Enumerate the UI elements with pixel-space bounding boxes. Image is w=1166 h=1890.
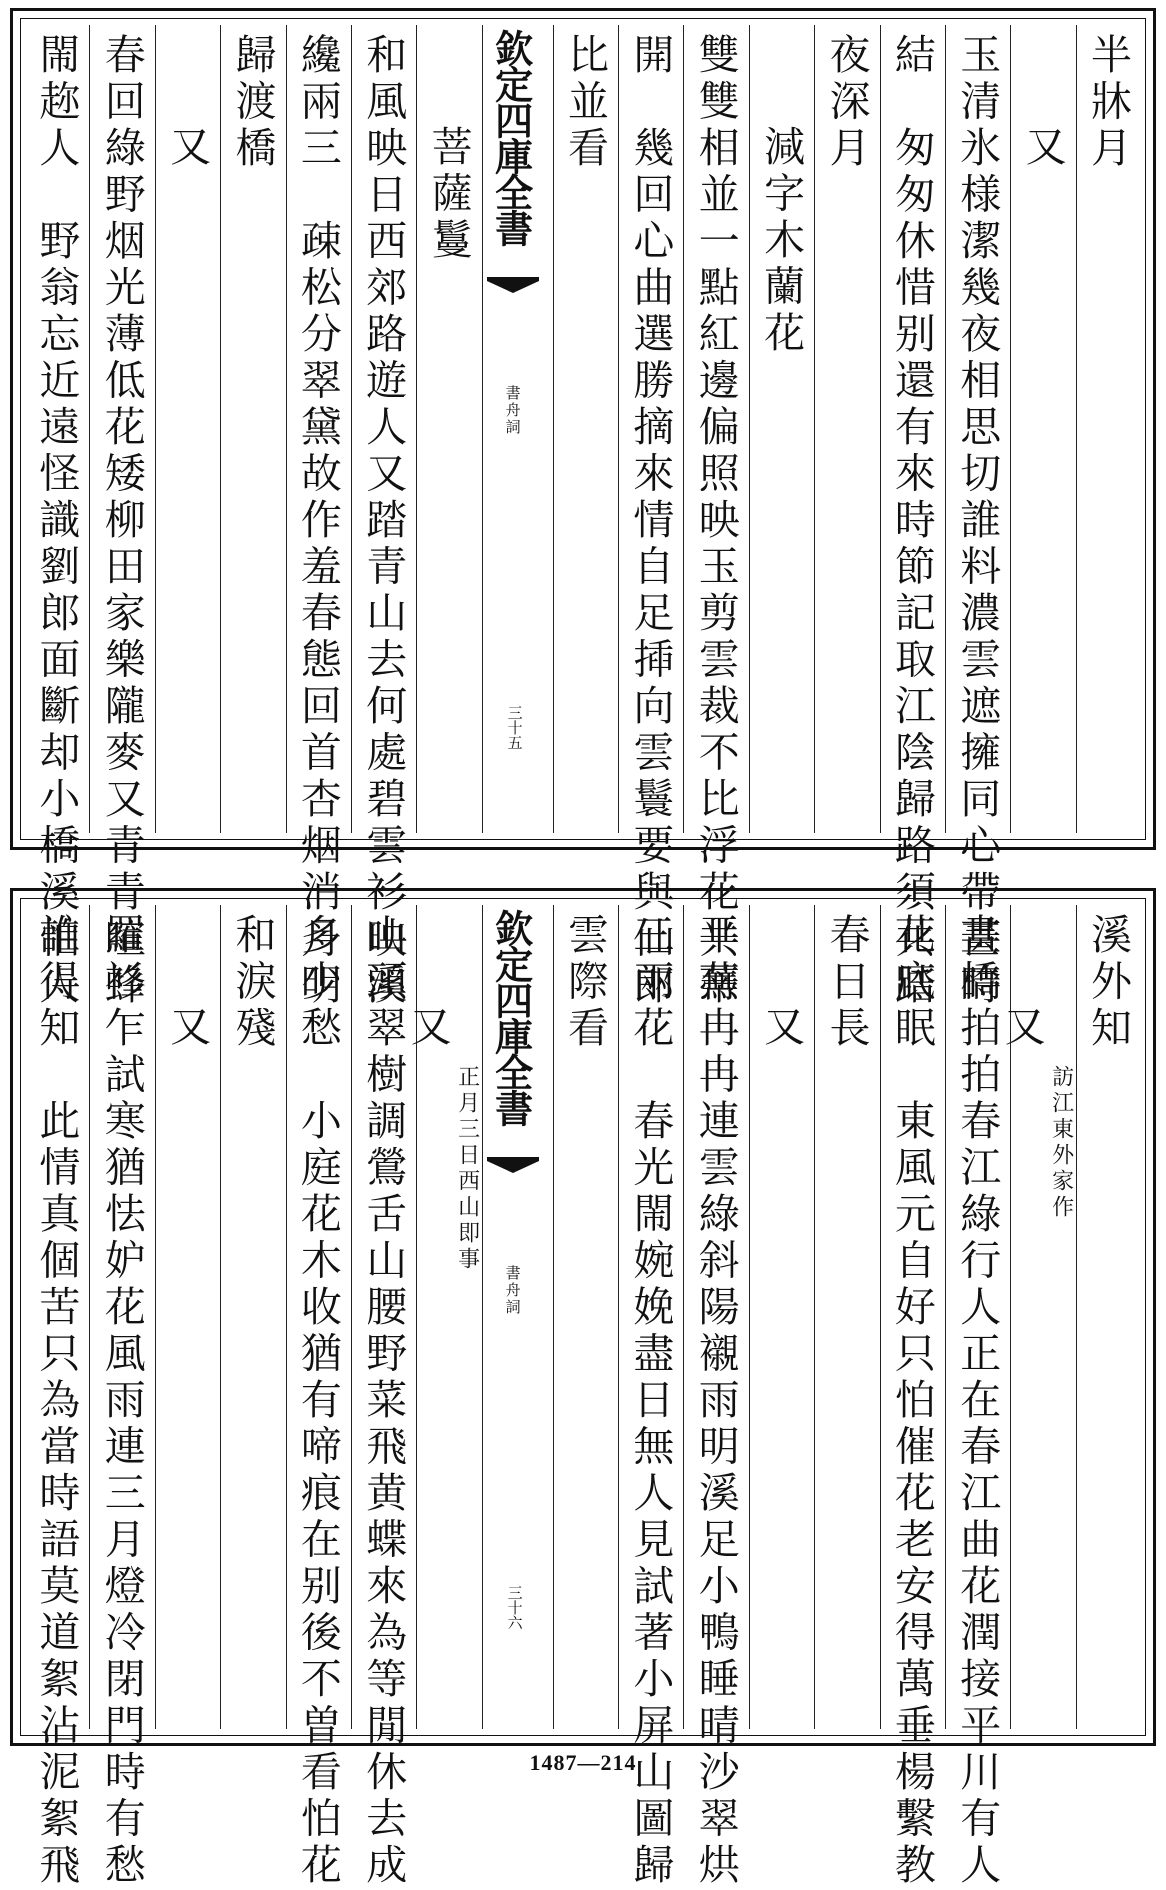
tune-title: 又 (163, 125, 212, 172)
text-column (89, 905, 154, 1890)
page-number: 三十五 (505, 705, 524, 750)
poem-line: 雙雙相並一點紅邊偏照映玉剪雲裁不比浮花共蒂 (691, 33, 740, 1010)
page-center-strip (482, 905, 553, 1729)
text-column (618, 905, 683, 1890)
poem-line: 花底眠 東風元自好只怕催花老安得萬垂楊繫教 (887, 913, 936, 1890)
poem-line: 春回綠野烟光薄低花矮柳田家樂隴麥又青青喧蜂 (97, 33, 146, 1010)
text-column (286, 905, 351, 1890)
tune-title: 又 (163, 1005, 212, 1052)
tune-title: 又 (997, 1005, 1046, 1052)
poem-line: 開 幾回心曲選勝摘來情自足揷向雲鬟要與仙郎 (626, 33, 675, 1010)
tune-title: 又 (757, 1005, 806, 1052)
text-column (553, 905, 618, 1729)
text-column (1076, 905, 1141, 1729)
poem-line: 比並看 (561, 33, 609, 173)
poem-line: 雲際看 (561, 913, 609, 1053)
book-title: 欽定四庫全書 (488, 29, 534, 245)
text-column (155, 905, 220, 1729)
poem-line: 纔兩三 疎松分翠黛故作羞春態回首杏烟消月明 (293, 33, 342, 1010)
poem-line: 平蕪冉冉連雲綠斜陽襯雨明溪足小鴨睡晴沙翠烘 (691, 913, 740, 1890)
catalog-number: 1487—214 (529, 1750, 637, 1775)
poem-line: 羅衫乍試寒猶怯妒花風雨連三月燈冷閉門時有愁 (97, 913, 146, 1890)
poem-line: 和淚殘 (228, 913, 277, 1053)
page-center-strip (482, 25, 553, 833)
text-column (997, 905, 1075, 1729)
text-column (220, 905, 285, 1729)
text-column (220, 25, 285, 833)
heading-note: 訪江東外家作 (1048, 1065, 1074, 1221)
poem-line: 三兩花 春光閙婉娩盡日無人見試著小屏山圖歸 (626, 913, 675, 1890)
poem-line: 畫橋拍拍春江綠行人正在春江曲花潤接平川有人 (953, 913, 1002, 1890)
poem-line: 夜深月 (822, 33, 871, 173)
text-column (1076, 25, 1141, 833)
text-column (89, 25, 154, 1010)
text-column (945, 905, 1010, 1890)
poem-line: 春日長 (822, 913, 871, 1053)
tune-title: 又 (403, 1005, 452, 1052)
text-column (814, 905, 879, 1729)
text-column (553, 25, 618, 833)
text-column (618, 25, 683, 1010)
text-column (814, 25, 879, 833)
tune-title: 減字木蘭花 (757, 125, 806, 358)
tune-title: 半牀月 (1084, 33, 1132, 173)
poem-line: 玉清氷様潔幾夜相思切誰料濃雲遮擁同心帶甚時 (953, 33, 1002, 1010)
poem-line: 和風映日西郊路遊人又踏青山去何處碧雲衫映溪 (359, 33, 408, 1010)
fishtail-mark-icon (487, 275, 539, 295)
poem-line: 閙趂人 野翁忘近遠怪識劉郎面斷却小橋溪怕人 (32, 33, 81, 1010)
poem-line: 結 匆匆休惜别還有來時節記取江陰歸路須共踏 (887, 33, 936, 1010)
tune-title: 又 (1018, 125, 1067, 172)
book-title: 欽定四庫全書 (488, 909, 534, 1125)
text-column (945, 25, 1010, 1010)
text-column (25, 25, 89, 1010)
text-column (351, 25, 416, 1010)
book-subtitle: 書舟詞 (503, 1265, 522, 1316)
book-subtitle: 書舟詞 (503, 385, 522, 436)
text-column (880, 25, 945, 1010)
text-column (1010, 25, 1075, 833)
tune-title: 菩薩鬘 (424, 125, 473, 265)
text-column (683, 25, 748, 1010)
poem-line: 誰得知 此情真個苦只為當時語莫道絮沾泥絮飛 (32, 913, 81, 1890)
text-column (155, 25, 220, 833)
fishtail-mark-icon (487, 1155, 539, 1175)
poem-line: 多少愁 小庭花木收猶有啼痕在别後不曽看怕花 (293, 913, 342, 1890)
poem-line: 山頭翠樹調鶯舌山腰野菜飛黄蝶來為等閒休去成 (359, 913, 408, 1890)
text-column (416, 25, 481, 833)
page-number: 三十六 (505, 1585, 524, 1630)
tune-title: 溪外知 (1084, 913, 1132, 1053)
text-column (25, 905, 89, 1890)
text-column (880, 905, 945, 1890)
text-column (403, 905, 481, 1729)
text-column (286, 25, 351, 1010)
text-column (749, 905, 814, 1729)
heading-note: 正月三日西山即事 (454, 1065, 480, 1273)
text-column (351, 905, 416, 1890)
text-column (683, 905, 748, 1890)
poem-line: 歸渡橋 (228, 33, 277, 173)
text-column (749, 25, 814, 833)
